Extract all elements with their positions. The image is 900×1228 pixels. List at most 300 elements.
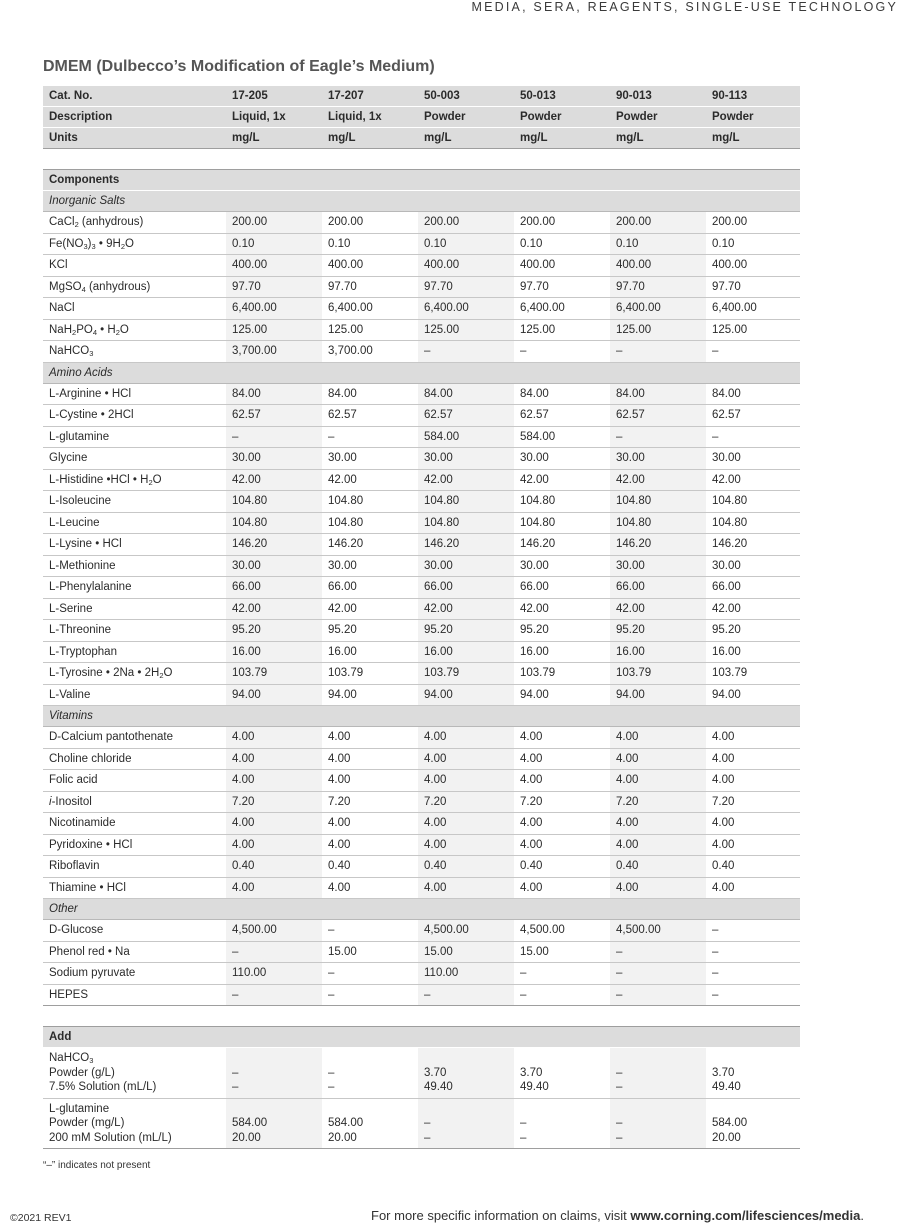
value-cell: 200.00	[226, 212, 322, 234]
value-cell: 4.00	[514, 834, 610, 856]
table-row	[43, 469, 800, 491]
value-cell: 15.00	[514, 941, 610, 963]
component-name: Choline chloride	[43, 748, 226, 770]
value-cell: 42.00	[418, 598, 514, 620]
value-cell: 400.00	[418, 255, 514, 277]
add-value-cell	[418, 1098, 514, 1149]
value-cell: 84.00	[418, 383, 514, 405]
component-name: L-Arginine • HCl	[43, 383, 226, 405]
value-cell: 4.00	[706, 813, 800, 835]
value-cell: 200.00	[322, 212, 418, 234]
table-row	[43, 212, 800, 234]
add-value: –	[328, 1081, 335, 1093]
value-cell: 42.00	[706, 469, 800, 491]
value-cell: 4.00	[322, 813, 418, 835]
value-cell: –	[226, 984, 322, 1006]
category-label: Vitamins	[43, 706, 800, 727]
table-row	[43, 641, 800, 663]
value-cell: 15.00	[322, 941, 418, 963]
value-cell: 4.00	[514, 748, 610, 770]
value-cell: 62.57	[706, 405, 800, 427]
table-row	[43, 813, 800, 835]
value-cell: –	[322, 920, 418, 942]
table-row	[43, 791, 800, 813]
units-cell: mg/L	[418, 128, 514, 149]
component-name: KCl	[43, 255, 226, 277]
category-row	[43, 899, 800, 920]
value-cell: 94.00	[610, 684, 706, 706]
value-cell: 0.40	[226, 856, 322, 878]
value-cell: 4.00	[514, 770, 610, 792]
value-cell: 95.20	[610, 620, 706, 642]
value-cell: 400.00	[610, 255, 706, 277]
add-component-name	[43, 1098, 226, 1149]
value-cell: 6,400.00	[514, 298, 610, 320]
component-name: NaHCO$_3$	[43, 341, 226, 363]
value-cell: 400.00	[226, 255, 322, 277]
value-cell: 400.00	[514, 255, 610, 277]
description-row	[43, 107, 800, 128]
component-name: Thiamine • HCl	[43, 877, 226, 899]
value-cell: 94.00	[322, 684, 418, 706]
table-row	[43, 341, 800, 363]
value-cell: 7.20	[514, 791, 610, 813]
add-value: –	[328, 1066, 335, 1079]
value-cell: 4.00	[706, 834, 800, 856]
component-name: L-Methionine	[43, 555, 226, 577]
value-cell: 16.00	[226, 641, 322, 663]
component-name: L-Cystine • 2HCl	[43, 405, 226, 427]
component-name: MgSO$_4$ (anhydrous)	[43, 276, 226, 298]
value-cell: –	[706, 426, 800, 448]
value-cell: 4.00	[418, 748, 514, 770]
value-cell: 4.00	[418, 727, 514, 749]
spacer-cell	[43, 1006, 800, 1027]
value-cell: 104.80	[322, 491, 418, 513]
value-cell: 4.00	[706, 770, 800, 792]
add-row	[43, 1098, 800, 1149]
cat-no-cell: 17-205	[226, 86, 322, 107]
cat-no-label: Cat. No.	[43, 86, 226, 107]
claims-prefix: For more specific information on claims, visit	[371, 1208, 631, 1223]
table-row	[43, 555, 800, 577]
value-cell: 4,500.00	[226, 920, 322, 942]
component-name: L-Histidine •HCl • $H_2O$	[43, 469, 226, 491]
add-line: 200 mM Solution (mL/L)	[49, 1131, 172, 1144]
add-row	[43, 1048, 800, 1099]
add-line: Powder (g/L)	[49, 1066, 115, 1079]
value-cell: 4.00	[418, 877, 514, 899]
value-cell: 7.20	[226, 791, 322, 813]
add-value-cell	[322, 1098, 418, 1149]
value-cell: 30.00	[418, 448, 514, 470]
value-cell: –	[514, 984, 610, 1006]
description-cell: Powder	[418, 107, 514, 128]
value-cell: 30.00	[706, 555, 800, 577]
description-cell: Powder	[706, 107, 800, 128]
cat-no-cell: 50-003	[418, 86, 514, 107]
components-section-label: Components	[43, 170, 800, 191]
value-cell: 200.00	[706, 212, 800, 234]
claims-suffix: .	[860, 1208, 864, 1223]
value-cell: 110.00	[226, 963, 322, 985]
value-cell: 4.00	[610, 877, 706, 899]
value-cell: 4,500.00	[418, 920, 514, 942]
value-cell: 42.00	[322, 469, 418, 491]
add-value: 49.40	[520, 1081, 549, 1093]
value-cell: 103.79	[610, 663, 706, 685]
value-cell: 42.00	[610, 598, 706, 620]
add-line: NaHCO$_3$	[49, 1052, 94, 1065]
value-cell: 62.57	[610, 405, 706, 427]
units-cell: mg/L	[322, 128, 418, 149]
value-cell: 104.80	[706, 512, 800, 534]
value-cell: 95.20	[226, 620, 322, 642]
value-cell: –	[322, 963, 418, 985]
component-name: Riboflavin	[43, 856, 226, 878]
table-row	[43, 984, 800, 1006]
value-cell: 104.80	[706, 491, 800, 513]
value-cell: 95.20	[322, 620, 418, 642]
units-cell: mg/L	[706, 128, 800, 149]
add-value: 3.70	[712, 1066, 735, 1079]
add-value: –	[232, 1081, 239, 1093]
value-cell: 4.00	[226, 748, 322, 770]
component-name: Nicotinamide	[43, 813, 226, 835]
value-cell: 4,500.00	[610, 920, 706, 942]
value-cell: 104.80	[322, 512, 418, 534]
table-row	[43, 920, 800, 942]
claims-url[interactable]: www.corning.com/lifesciences/media	[630, 1208, 861, 1223]
value-cell: 584.00	[514, 426, 610, 448]
value-cell: 104.80	[418, 491, 514, 513]
value-cell: 30.00	[610, 448, 706, 470]
value-cell: 0.40	[322, 856, 418, 878]
component-name: L-Tryptophan	[43, 641, 226, 663]
value-cell: 4.00	[610, 813, 706, 835]
add-value-cell	[610, 1098, 706, 1149]
value-cell: 146.20	[418, 534, 514, 556]
value-cell: –	[226, 426, 322, 448]
value-cell: 62.57	[418, 405, 514, 427]
add-value-cell	[610, 1048, 706, 1099]
value-cell: –	[322, 984, 418, 1006]
value-cell: 66.00	[514, 577, 610, 599]
value-cell: 4.00	[322, 727, 418, 749]
value-cell: 4.00	[610, 727, 706, 749]
value-cell: 6,400.00	[706, 298, 800, 320]
value-cell: 146.20	[610, 534, 706, 556]
add-value-cell	[322, 1048, 418, 1099]
value-cell: 42.00	[514, 598, 610, 620]
component-name: L-Phenylalanine	[43, 577, 226, 599]
value-cell: 4.00	[418, 834, 514, 856]
value-cell: 3,700.00	[322, 341, 418, 363]
value-cell: –	[610, 341, 706, 363]
value-cell: 42.00	[418, 469, 514, 491]
value-cell: 94.00	[226, 684, 322, 706]
value-cell: 66.00	[418, 577, 514, 599]
value-cell: 16.00	[514, 641, 610, 663]
table-row	[43, 877, 800, 899]
value-cell: 84.00	[226, 383, 322, 405]
value-cell: 4.00	[706, 748, 800, 770]
value-cell: 103.79	[322, 663, 418, 685]
cat-no-cell: 90-113	[706, 86, 800, 107]
composition-table	[43, 86, 800, 1149]
value-cell: 104.80	[226, 491, 322, 513]
value-cell: 97.70	[418, 276, 514, 298]
value-cell: 4.00	[610, 834, 706, 856]
table-row	[43, 319, 800, 341]
value-cell: 42.00	[226, 598, 322, 620]
value-cell: 42.00	[706, 598, 800, 620]
value-cell: 95.20	[418, 620, 514, 642]
add-value: 584.00	[232, 1117, 268, 1129]
add-value-cell	[514, 1098, 610, 1149]
category-row	[43, 362, 800, 383]
value-cell: 7.20	[418, 791, 514, 813]
value-cell: 125.00	[418, 319, 514, 341]
table-row	[43, 298, 800, 320]
value-cell: 94.00	[418, 684, 514, 706]
value-cell: –	[322, 426, 418, 448]
value-cell: –	[514, 963, 610, 985]
value-cell: 30.00	[322, 448, 418, 470]
value-cell: –	[418, 984, 514, 1006]
add-component-name	[43, 1048, 226, 1099]
value-cell: 4.00	[706, 727, 800, 749]
add-value-cell	[514, 1048, 610, 1099]
value-cell: 42.00	[514, 469, 610, 491]
value-cell: 103.79	[514, 663, 610, 685]
value-cell: 62.57	[226, 405, 322, 427]
units-label: Units	[43, 128, 226, 149]
value-cell: 16.00	[418, 641, 514, 663]
value-cell: 97.70	[610, 276, 706, 298]
cat-no-cell: 50-013	[514, 86, 610, 107]
value-cell: 103.79	[706, 663, 800, 685]
value-cell: 6,400.00	[418, 298, 514, 320]
value-cell: 0.40	[418, 856, 514, 878]
value-cell: 4.00	[514, 727, 610, 749]
value-cell: 104.80	[226, 512, 322, 534]
table-row	[43, 426, 800, 448]
add-value: –	[616, 1066, 623, 1079]
value-cell: 4,500.00	[514, 920, 610, 942]
table-row	[43, 276, 800, 298]
table-row	[43, 233, 800, 255]
table-row	[43, 684, 800, 706]
description-cell: Powder	[514, 107, 610, 128]
component-name: $NaH_2PO_4$ • $H_2O$	[43, 319, 226, 341]
table-row	[43, 620, 800, 642]
add-value: 20.00	[712, 1131, 741, 1144]
add-value: –	[232, 1066, 239, 1079]
value-cell: 103.79	[226, 663, 322, 685]
add-value: –	[616, 1117, 623, 1129]
table-row	[43, 598, 800, 620]
table-row	[43, 727, 800, 749]
value-cell: 66.00	[322, 577, 418, 599]
value-cell: 4.00	[610, 748, 706, 770]
value-cell: 146.20	[514, 534, 610, 556]
value-cell: 66.00	[706, 577, 800, 599]
add-line: L-glutamine	[49, 1102, 110, 1115]
value-cell: 62.57	[514, 405, 610, 427]
component-name: L-Lysine • HCl	[43, 534, 226, 556]
value-cell: 125.00	[610, 319, 706, 341]
value-cell: 110.00	[418, 963, 514, 985]
add-value-cell	[706, 1098, 800, 1149]
value-cell: 0.10	[610, 233, 706, 255]
value-cell: 104.80	[610, 491, 706, 513]
page-title: DMEM (Dulbecco’s Modification of Eagle’s Medium)	[43, 58, 435, 75]
component-name: Sodium pyruvate	[43, 963, 226, 985]
value-cell: 584.00	[418, 426, 514, 448]
composition-table-body	[43, 86, 800, 1149]
value-cell: –	[610, 426, 706, 448]
category-row	[43, 706, 800, 727]
units-cell: mg/L	[226, 128, 322, 149]
category-label: Amino Acids	[43, 362, 800, 383]
value-cell: 7.20	[610, 791, 706, 813]
value-cell: 94.00	[514, 684, 610, 706]
value-cell: 104.80	[514, 491, 610, 513]
value-cell: –	[706, 941, 800, 963]
component-name: CaCl$_2$ (anhydrous)	[43, 212, 226, 234]
value-cell: 125.00	[514, 319, 610, 341]
value-cell: 15.00	[418, 941, 514, 963]
value-cell: –	[418, 341, 514, 363]
value-cell: 4.00	[322, 770, 418, 792]
value-cell: 16.00	[610, 641, 706, 663]
value-cell: 30.00	[514, 555, 610, 577]
value-cell: 200.00	[514, 212, 610, 234]
value-cell: 62.57	[322, 405, 418, 427]
value-cell: 4.00	[226, 770, 322, 792]
value-cell: 0.10	[514, 233, 610, 255]
value-cell: 97.70	[226, 276, 322, 298]
units-cell: mg/L	[514, 128, 610, 149]
component-name: Phenol red • Na	[43, 941, 226, 963]
value-cell: 4.00	[226, 813, 322, 835]
table-row	[43, 834, 800, 856]
value-cell: 94.00	[706, 684, 800, 706]
value-cell: 97.70	[322, 276, 418, 298]
add-value: 3.70	[424, 1066, 447, 1079]
component-name: $Fe(NO_3)_3$ • $9H_2O$	[43, 233, 226, 255]
table-row	[43, 941, 800, 963]
add-value: –	[520, 1131, 527, 1144]
value-cell: 84.00	[610, 383, 706, 405]
value-cell: 0.10	[706, 233, 800, 255]
value-cell: 104.80	[418, 512, 514, 534]
value-cell: 200.00	[610, 212, 706, 234]
value-cell: –	[514, 341, 610, 363]
table-row	[43, 856, 800, 878]
component-name: L-Tyrosine • 2Na • $2H_2O$	[43, 663, 226, 685]
value-cell: 4.00	[322, 877, 418, 899]
cat-no-cell: 17-207	[322, 86, 418, 107]
value-cell: 42.00	[226, 469, 322, 491]
component-name: NaCl	[43, 298, 226, 320]
value-cell: 42.00	[610, 469, 706, 491]
add-value: 584.00	[712, 1117, 748, 1129]
units-row	[43, 128, 800, 149]
value-cell: 66.00	[226, 577, 322, 599]
component-name: L-Leucine	[43, 512, 226, 534]
value-cell: 125.00	[226, 319, 322, 341]
cat-no-cell: 90-013	[610, 86, 706, 107]
value-cell: –	[706, 341, 800, 363]
value-cell: 30.00	[226, 448, 322, 470]
table-row	[43, 770, 800, 792]
description-label: Description	[43, 107, 226, 128]
value-cell: 4.00	[610, 770, 706, 792]
value-cell: 4.00	[226, 727, 322, 749]
add-value: 20.00	[232, 1131, 261, 1144]
component-name: L-Isoleucine	[43, 491, 226, 513]
component-name: HEPES	[43, 984, 226, 1006]
value-cell: –	[610, 963, 706, 985]
value-cell: 84.00	[706, 383, 800, 405]
value-cell: 7.20	[322, 791, 418, 813]
component-name: D-Calcium pantothenate	[43, 727, 226, 749]
add-value: 20.00	[328, 1131, 357, 1144]
value-cell: 103.79	[418, 663, 514, 685]
value-cell: 0.10	[418, 233, 514, 255]
units-cell: mg/L	[610, 128, 706, 149]
value-cell: –	[706, 963, 800, 985]
components-section-row	[43, 170, 800, 191]
add-section-label: Add	[43, 1027, 800, 1048]
claims-note	[371, 1208, 864, 1223]
value-cell: 125.00	[322, 319, 418, 341]
footnote: “–” indicates not present	[43, 1160, 151, 1171]
value-cell: –	[226, 941, 322, 963]
table-row	[43, 405, 800, 427]
value-cell: 3,700.00	[226, 341, 322, 363]
value-cell: 104.80	[610, 512, 706, 534]
add-section-row	[43, 1027, 800, 1048]
add-value: 3.70	[520, 1066, 543, 1079]
value-cell: 66.00	[610, 577, 706, 599]
spacer-row	[43, 149, 800, 170]
header-band: MEDIA, SERA, REAGENTS, SINGLE-USE TECHNOLOGY	[471, 0, 898, 14]
add-value-cell	[226, 1098, 322, 1149]
value-cell: 30.00	[514, 448, 610, 470]
value-cell: 16.00	[322, 641, 418, 663]
value-cell: 4.00	[226, 877, 322, 899]
table-row	[43, 512, 800, 534]
value-cell: 4.00	[322, 748, 418, 770]
add-value-cell	[418, 1048, 514, 1099]
add-value: –	[520, 1117, 527, 1129]
category-row	[43, 191, 800, 212]
value-cell: 97.70	[706, 276, 800, 298]
value-cell: 4.00	[322, 834, 418, 856]
value-cell: 6,400.00	[226, 298, 322, 320]
value-cell: 0.10	[322, 233, 418, 255]
value-cell: 0.40	[706, 856, 800, 878]
value-cell: 84.00	[322, 383, 418, 405]
value-cell: 125.00	[706, 319, 800, 341]
table-row	[43, 255, 800, 277]
value-cell: 42.00	[322, 598, 418, 620]
value-cell: 6,400.00	[610, 298, 706, 320]
value-cell: 0.40	[514, 856, 610, 878]
